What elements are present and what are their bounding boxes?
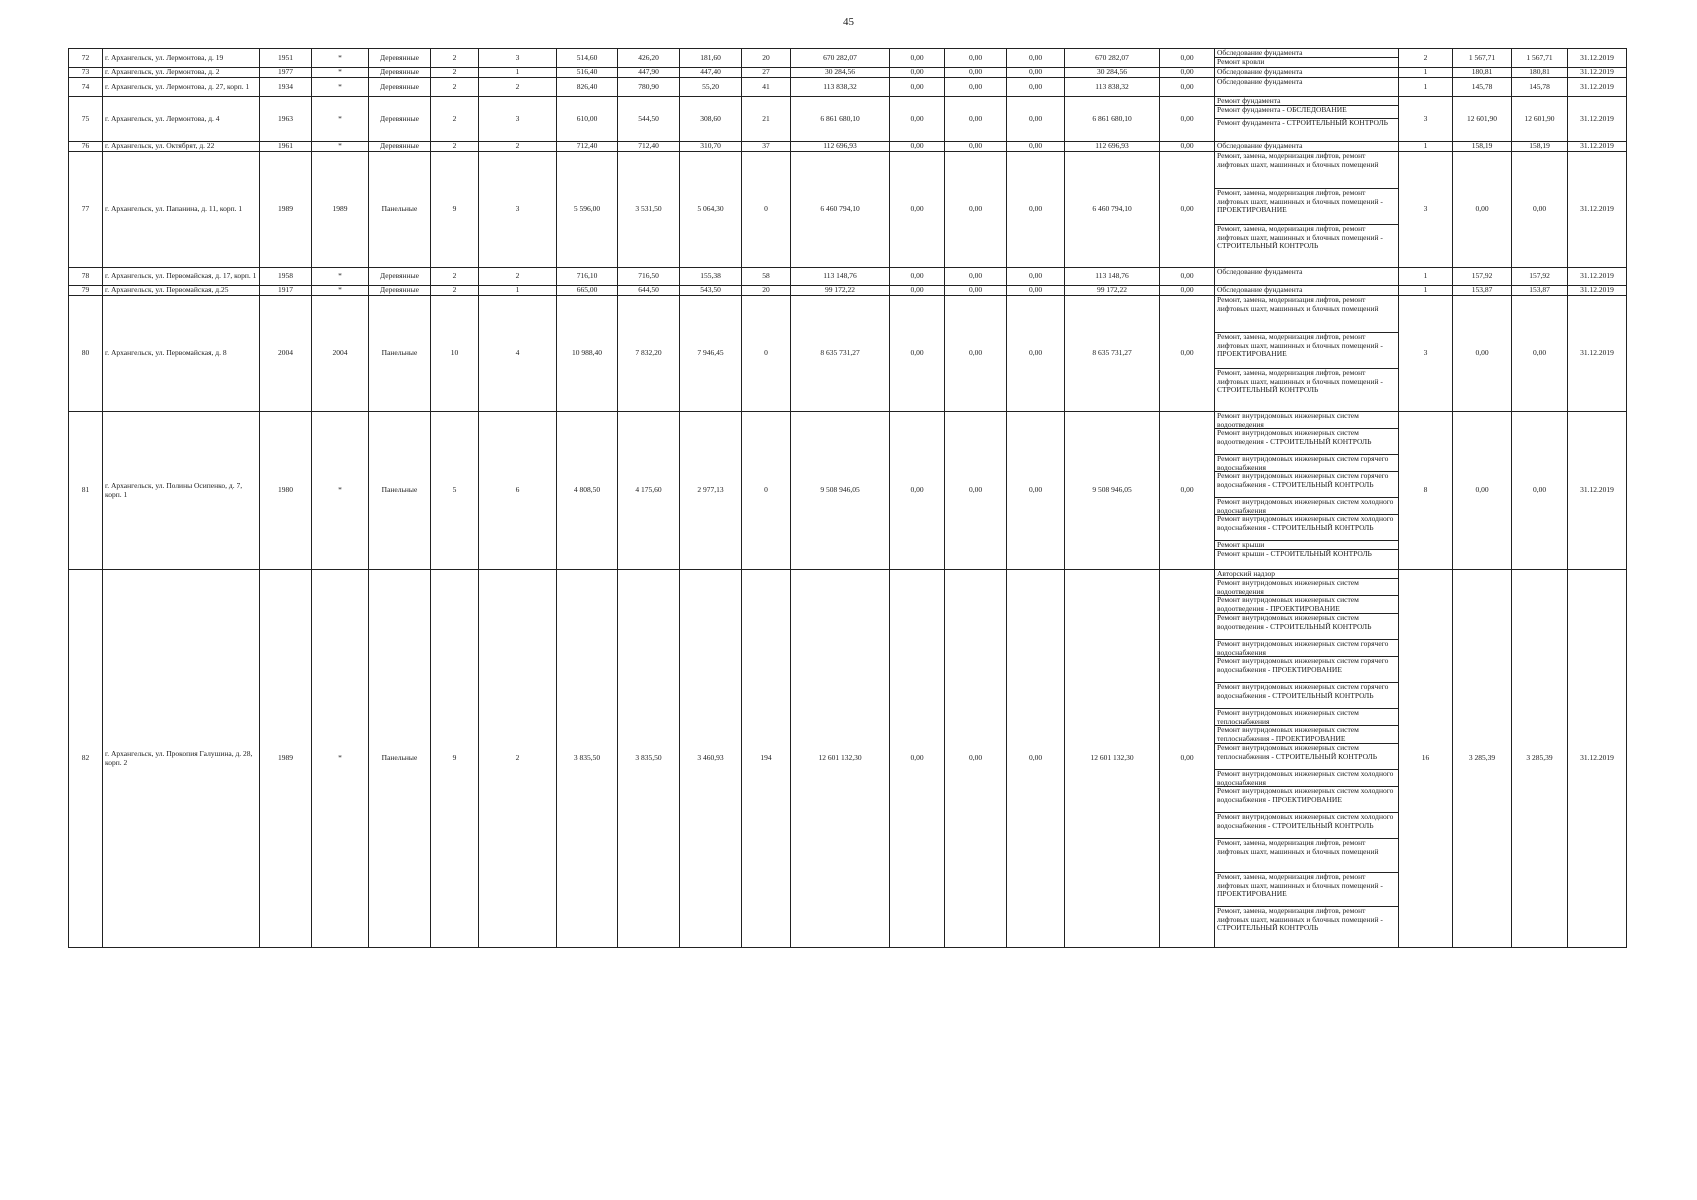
unit-cost: 145,78 [1453,78,1512,97]
floors: 9 [431,570,479,948]
floors: 5 [431,412,479,570]
fund-federal: 0,00 [890,152,945,268]
works-count: 16 [1399,570,1453,948]
unit-cost: 12 601,90 [1453,97,1512,142]
fund-federal: 0,00 [890,97,945,142]
row-number: 79 [69,286,103,296]
works-list [1215,97,1399,142]
max-unit-cost: 3 285,39 [1512,570,1568,948]
row-number: 82 [69,570,103,948]
floors: 10 [431,296,479,412]
fund-owners: 9 508 946,05 [1065,412,1160,570]
fund-local: 0,00 [1007,49,1065,68]
work-item: Ремонт фундамента - СТРОИТЕЛЬНЫЙ КОНТРОЛЬ [1217,119,1388,127]
work-item: Обследование фундамента [1217,68,1303,76]
total-area: 514,60 [557,49,618,68]
total-area: 610,00 [557,97,618,142]
entrances: 3 [479,49,557,68]
address: г. Архангельск, ул. Полины Осипенко, д. 7, корп. 1 [103,412,260,570]
build-year: 1977 [260,68,312,78]
fund-regional: 0,00 [945,268,1007,286]
total-cost: 12 601 132,30 [791,570,890,948]
entrances: 1 [479,286,557,296]
capital-repair-table [68,48,1627,948]
wall-material: Деревянные [369,268,431,286]
fund-federal: 0,00 [890,49,945,68]
total-cost: 670 282,07 [791,49,890,68]
fund-regional: 0,00 [945,68,1007,78]
fund-regional: 0,00 [945,296,1007,412]
build-year: 1951 [260,49,312,68]
address: г. Архангельск, ул. Первомайская, д. 17, корп. 1 [103,268,260,286]
fund-federal: 0,00 [890,286,945,296]
fund-local: 0,00 [1007,296,1065,412]
fund-regional: 0,00 [945,412,1007,570]
completion-date: 31.12.2019 [1568,78,1627,97]
works-count: 2 [1399,49,1453,68]
total-cost: 113 838,32 [791,78,890,97]
work-item: Обследование фундамента [1215,49,1398,58]
row-number: 77 [69,152,103,268]
build-year: 1963 [260,97,312,142]
year-commissioned: * [312,49,369,68]
entrances: 1 [479,68,557,78]
table-row [69,68,1627,78]
works-list [1215,152,1399,268]
row-number: 72 [69,49,103,68]
year-commissioned: * [312,142,369,152]
table-row [69,570,1627,948]
work-item: Ремонт, замена, модернизация лифтов, ремонт лифтовых шахт, машинных и блочных помещений - СТРОИТЕЛЬНЫЙ КОНТРОЛЬ [1217,225,1383,251]
total-cost: 113 148,76 [791,268,890,286]
fund-owners: 12 601 132,30 [1065,570,1160,948]
unit-cost: 0,00 [1453,152,1512,268]
works-list [1215,570,1399,948]
floors: 2 [431,268,479,286]
work-item: Ремонт, замена, модернизация лифтов, ремонт лифтовых шахт, машинных и блочных помещений - ПРОЕКТИРОВАНИЕ [1215,873,1398,907]
fund-federal: 0,00 [890,142,945,152]
entrances: 2 [479,268,557,286]
fund-owners: 30 284,56 [1065,68,1160,78]
completion-date: 31.12.2019 [1568,268,1627,286]
fund-local: 0,00 [1007,268,1065,286]
wall-material: Панельные [369,412,431,570]
completion-date: 31.12.2019 [1568,412,1627,570]
living-area: 7 832,20 [618,296,680,412]
build-year: 2004 [260,296,312,412]
address: г. Архангельск, ул. Лермонтова, д. 19 [103,49,260,68]
page-number: 45 [843,16,854,28]
living-area: 3 531,50 [618,152,680,268]
fund-local: 0,00 [1007,78,1065,97]
works-count: 1 [1399,78,1453,97]
living-area: 644,50 [618,286,680,296]
year-commissioned: 1989 [312,152,369,268]
work-item: Ремонт внутридомовых инженерных систем горячего водоснабжения - СТРОИТЕЛЬНЫЙ КОНТРОЛЬ [1215,683,1398,709]
fund-other: 0,00 [1160,152,1215,268]
year-commissioned: * [312,68,369,78]
row-number: 81 [69,412,103,570]
completion-date: 31.12.2019 [1568,97,1627,142]
floors: 2 [431,49,479,68]
year-commissioned: 2004 [312,296,369,412]
entrances: 2 [479,142,557,152]
work-item: Ремонт внутридомовых инженерных систем горячего водоснабжения - ПРОЕКТИРОВАНИЕ [1215,657,1398,683]
table-row [69,49,1627,68]
address: г. Архангельск, ул. Октябрят, д. 22 [103,142,260,152]
completion-date: 31.12.2019 [1568,570,1627,948]
work-item: Ремонт внутридомовых инженерных систем водоотведения [1215,579,1398,596]
residents: 0 [742,152,791,268]
fund-other: 0,00 [1160,49,1215,68]
living-area: 544,50 [618,97,680,142]
fund-local: 0,00 [1007,152,1065,268]
fund-regional: 0,00 [945,570,1007,948]
max-unit-cost: 153,87 [1512,286,1568,296]
works-list [1215,286,1399,296]
build-year: 1917 [260,286,312,296]
living-area: 712,40 [618,142,680,152]
fund-regional: 0,00 [945,152,1007,268]
table-row [69,78,1627,97]
fund-local: 0,00 [1007,97,1065,142]
floors: 2 [431,78,479,97]
row-number: 80 [69,296,103,412]
address: г. Архангельск, ул. Первомайская, д.25 [103,286,260,296]
fund-owners: 8 635 731,27 [1065,296,1160,412]
works-list [1215,412,1399,570]
completion-date: 31.12.2019 [1568,152,1627,268]
max-unit-cost: 158,19 [1512,142,1568,152]
fund-owners: 113 148,76 [1065,268,1160,286]
wall-material: Деревянные [369,142,431,152]
fund-owners: 6 861 680,10 [1065,97,1160,142]
total-cost: 99 172,22 [791,286,890,296]
unit-cost: 157,92 [1453,268,1512,286]
table-row [69,296,1627,412]
table-row [69,152,1627,268]
fund-other: 0,00 [1160,296,1215,412]
premises-area: 7 946,45 [680,296,742,412]
premises-area: 2 977,13 [680,412,742,570]
completion-date: 31.12.2019 [1568,142,1627,152]
work-item: Обследование фундамента [1217,286,1303,294]
completion-date: 31.12.2019 [1568,296,1627,412]
table-row [69,286,1627,296]
work-item: Ремонт внутридомовых инженерных систем холодного водоснабжения - СТРОИТЕЛЬНЫЙ КОНТРОЛЬ [1215,515,1398,541]
work-item: Обследование фундамента [1217,268,1303,276]
works-count: 1 [1399,68,1453,78]
table-row [69,142,1627,152]
total-area: 3 835,50 [557,570,618,948]
work-item: Ремонт внутридомовых инженерных систем теплоснабжения [1215,709,1398,726]
unit-cost: 158,19 [1453,142,1512,152]
work-item: Ремонт внутридомовых инженерных систем теплоснабжения - ПРОЕКТИРОВАНИЕ [1215,726,1398,744]
work-item: Обследование фундамента [1217,142,1303,150]
max-unit-cost: 145,78 [1512,78,1568,97]
residents: 20 [742,49,791,68]
work-item: Ремонт внутридомовых инженерных систем холодного водоснабжения [1215,770,1398,787]
total-cost: 112 696,93 [791,142,890,152]
work-item: Ремонт внутридомовых инженерных систем холодного водоснабжения [1215,498,1398,515]
fund-federal: 0,00 [890,268,945,286]
build-year: 1958 [260,268,312,286]
max-unit-cost: 12 601,90 [1512,97,1568,142]
work-item: Ремонт крыши [1215,541,1398,550]
max-unit-cost: 0,00 [1512,152,1568,268]
work-item: Авторский надзор [1215,570,1398,579]
wall-material: Деревянные [369,286,431,296]
address: г. Архангельск, ул. Лермонтова, д. 4 [103,97,260,142]
fund-regional: 0,00 [945,142,1007,152]
premises-area: 308,60 [680,97,742,142]
max-unit-cost: 180,81 [1512,68,1568,78]
premises-area: 5 064,30 [680,152,742,268]
work-item: Ремонт, замена, модернизация лифтов, ремонт лифтовых шахт, машинных и блочных помещений [1215,839,1398,873]
works-list [1215,142,1399,152]
total-area: 5 596,00 [557,152,618,268]
premises-area: 447,40 [680,68,742,78]
fund-other: 0,00 [1160,286,1215,296]
completion-date: 31.12.2019 [1568,68,1627,78]
wall-material: Панельные [369,152,431,268]
total-area: 516,40 [557,68,618,78]
total-cost: 6 861 680,10 [791,97,890,142]
residents: 21 [742,97,791,142]
build-year: 1989 [260,570,312,948]
row-number: 74 [69,78,103,97]
fund-local: 0,00 [1007,570,1065,948]
premises-area: 3 460,93 [680,570,742,948]
address: г. Архангельск, ул. Первомайская, д. 8 [103,296,260,412]
entrances: 6 [479,412,557,570]
year-commissioned: * [312,78,369,97]
floors: 2 [431,97,479,142]
works-count: 1 [1399,286,1453,296]
fund-owners: 670 282,07 [1065,49,1160,68]
year-commissioned: * [312,97,369,142]
unit-cost: 0,00 [1453,412,1512,570]
wall-material: Деревянные [369,68,431,78]
year-commissioned: * [312,268,369,286]
work-item: Ремонт внутридомовых инженерных систем горячего водоснабжения - СТРОИТЕЛЬНЫЙ КОНТРОЛЬ [1215,472,1398,498]
completion-date: 31.12.2019 [1568,49,1627,68]
residents: 27 [742,68,791,78]
floors: 9 [431,152,479,268]
residents: 0 [742,412,791,570]
works-list [1215,78,1399,97]
residents: 58 [742,268,791,286]
year-commissioned: * [312,412,369,570]
build-year: 1980 [260,412,312,570]
works-count: 3 [1399,152,1453,268]
fund-local: 0,00 [1007,286,1065,296]
table-row [69,97,1627,142]
work-item: Ремонт, замена, модернизация лифтов, ремонт лифтовых шахт, машинных и блочных помещений - СТРОИТЕЛЬНЫЙ КОНТРОЛЬ [1217,907,1383,933]
wall-material: Деревянные [369,49,431,68]
fund-owners: 99 172,22 [1065,286,1160,296]
unit-cost: 180,81 [1453,68,1512,78]
fund-regional: 0,00 [945,97,1007,142]
work-item: Ремонт внутридомовых инженерных систем водоотведения - ПРОЕКТИРОВАНИЕ [1215,596,1398,614]
entrances: 3 [479,152,557,268]
fund-owners: 112 696,93 [1065,142,1160,152]
entrances: 3 [479,97,557,142]
year-commissioned: * [312,286,369,296]
work-item: Ремонт внутридомовых инженерных систем холодного водоснабжения - ПРОЕКТИРОВАНИЕ [1215,787,1398,813]
fund-other: 0,00 [1160,97,1215,142]
row-number: 78 [69,268,103,286]
residents: 194 [742,570,791,948]
fund-regional: 0,00 [945,286,1007,296]
work-item: Ремонт фундамента [1215,97,1398,106]
work-item: Ремонт кровли [1217,58,1265,66]
residents: 0 [742,296,791,412]
table-row [69,412,1627,570]
wall-material: Деревянные [369,78,431,97]
works-list [1215,296,1399,412]
fund-federal: 0,00 [890,570,945,948]
entrances: 2 [479,78,557,97]
floors: 2 [431,142,479,152]
table-row [69,268,1627,286]
work-item: Обследование фундамента [1217,78,1303,86]
max-unit-cost: 157,92 [1512,268,1568,286]
premises-area: 55,20 [680,78,742,97]
fund-federal: 0,00 [890,78,945,97]
fund-local: 0,00 [1007,68,1065,78]
works-count: 1 [1399,142,1453,152]
total-area: 716,10 [557,268,618,286]
year-commissioned: * [312,570,369,948]
fund-owners: 6 460 794,10 [1065,152,1160,268]
fund-federal: 0,00 [890,412,945,570]
work-item: Ремонт внутридомовых инженерных систем водоотведения - СТРОИТЕЛЬНЫЙ КОНТРОЛЬ [1215,614,1398,640]
works-count: 3 [1399,97,1453,142]
living-area: 780,90 [618,78,680,97]
address: г. Архангельск, ул. Прокопия Галушина, д. 28, корп. 2 [103,570,260,948]
wall-material: Панельные [369,296,431,412]
wall-material: Деревянные [369,97,431,142]
fund-other: 0,00 [1160,142,1215,152]
work-item: Ремонт, замена, модернизация лифтов, ремонт лифтовых шахт, машинных и блочных помещений [1215,296,1398,333]
work-item: Ремонт внутридомовых инженерных систем горячего водоснабжения [1215,640,1398,657]
fund-regional: 0,00 [945,78,1007,97]
fund-other: 0,00 [1160,412,1215,570]
living-area: 3 835,50 [618,570,680,948]
residents: 37 [742,142,791,152]
fund-local: 0,00 [1007,142,1065,152]
premises-area: 543,50 [680,286,742,296]
fund-other: 0,00 [1160,68,1215,78]
work-item: Ремонт внутридомовых инженерных систем теплоснабжения - СТРОИТЕЛЬНЫЙ КОНТРОЛЬ [1215,744,1398,770]
fund-other: 0,00 [1160,78,1215,97]
total-cost: 6 460 794,10 [791,152,890,268]
work-item: Ремонт внутридомовых инженерных систем водоотведения [1215,412,1398,429]
floors: 2 [431,68,479,78]
living-area: 4 175,60 [618,412,680,570]
living-area: 716,50 [618,268,680,286]
floors: 2 [431,286,479,296]
row-number: 75 [69,97,103,142]
fund-federal: 0,00 [890,296,945,412]
unit-cost: 3 285,39 [1453,570,1512,948]
unit-cost: 153,87 [1453,286,1512,296]
row-number: 76 [69,142,103,152]
premises-area: 155,38 [680,268,742,286]
work-item: Ремонт внутридомовых инженерных систем водоотведения - СТРОИТЕЛЬНЫЙ КОНТРОЛЬ [1215,429,1398,455]
living-area: 426,20 [618,49,680,68]
work-item: Ремонт фундамента - ОБСЛЕДОВАНИЕ [1215,106,1398,119]
build-year: 1934 [260,78,312,97]
row-number: 73 [69,68,103,78]
build-year: 1989 [260,152,312,268]
total-area: 712,40 [557,142,618,152]
work-item: Ремонт, замена, модернизация лифтов, ремонт лифтовых шахт, машинных и блочных помещений - СТРОИТЕЛЬНЫЙ КОНТРОЛЬ [1217,369,1383,395]
build-year: 1961 [260,142,312,152]
total-cost: 30 284,56 [791,68,890,78]
fund-federal: 0,00 [890,68,945,78]
total-area: 10 988,40 [557,296,618,412]
premises-area: 181,60 [680,49,742,68]
max-unit-cost: 0,00 [1512,296,1568,412]
works-list [1215,68,1399,78]
works-count: 8 [1399,412,1453,570]
living-area: 447,90 [618,68,680,78]
works-count: 1 [1399,268,1453,286]
fund-other: 0,00 [1160,570,1215,948]
total-cost: 8 635 731,27 [791,296,890,412]
fund-regional: 0,00 [945,49,1007,68]
work-item: Ремонт крыши - СТРОИТЕЛЬНЫЙ КОНТРОЛЬ [1217,550,1372,558]
premises-area: 310,70 [680,142,742,152]
max-unit-cost: 0,00 [1512,412,1568,570]
works-list [1215,49,1399,68]
work-item: Ремонт, замена, модернизация лифтов, ремонт лифтовых шахт, машинных и блочных помещений [1215,152,1398,189]
fund-other: 0,00 [1160,268,1215,286]
work-item: Ремонт внутридомовых инженерных систем горячего водоснабжения [1215,455,1398,472]
unit-cost: 1 567,71 [1453,49,1512,68]
total-area: 826,40 [557,78,618,97]
total-area: 665,00 [557,286,618,296]
unit-cost: 0,00 [1453,296,1512,412]
residents: 20 [742,286,791,296]
works-list [1215,268,1399,286]
entrances: 2 [479,570,557,948]
address: г. Архангельск, ул. Лермонтова, д. 27, корп. 1 [103,78,260,97]
total-area: 4 808,50 [557,412,618,570]
wall-material: Панельные [369,570,431,948]
work-item: Ремонт, замена, модернизация лифтов, ремонт лифтовых шахт, машинных и блочных помещений - ПРОЕКТИРОВАНИЕ [1215,189,1398,225]
works-count: 3 [1399,296,1453,412]
entrances: 4 [479,296,557,412]
address: г. Архангельск, ул. Лермонтова, д. 2 [103,68,260,78]
address: г. Архангельск, ул. Папанина, д. 11, корп. 1 [103,152,260,268]
completion-date: 31.12.2019 [1568,286,1627,296]
fund-local: 0,00 [1007,412,1065,570]
residents: 41 [742,78,791,97]
max-unit-cost: 1 567,71 [1512,49,1568,68]
total-cost: 9 508 946,05 [791,412,890,570]
work-item: Ремонт внутридомовых инженерных систем холодного водоснабжения - СТРОИТЕЛЬНЫЙ КОНТРОЛЬ [1215,813,1398,839]
work-item: Ремонт, замена, модернизация лифтов, ремонт лифтовых шахт, машинных и блочных помещений - ПРОЕКТИРОВАНИЕ [1215,333,1398,369]
fund-owners: 113 838,32 [1065,78,1160,97]
